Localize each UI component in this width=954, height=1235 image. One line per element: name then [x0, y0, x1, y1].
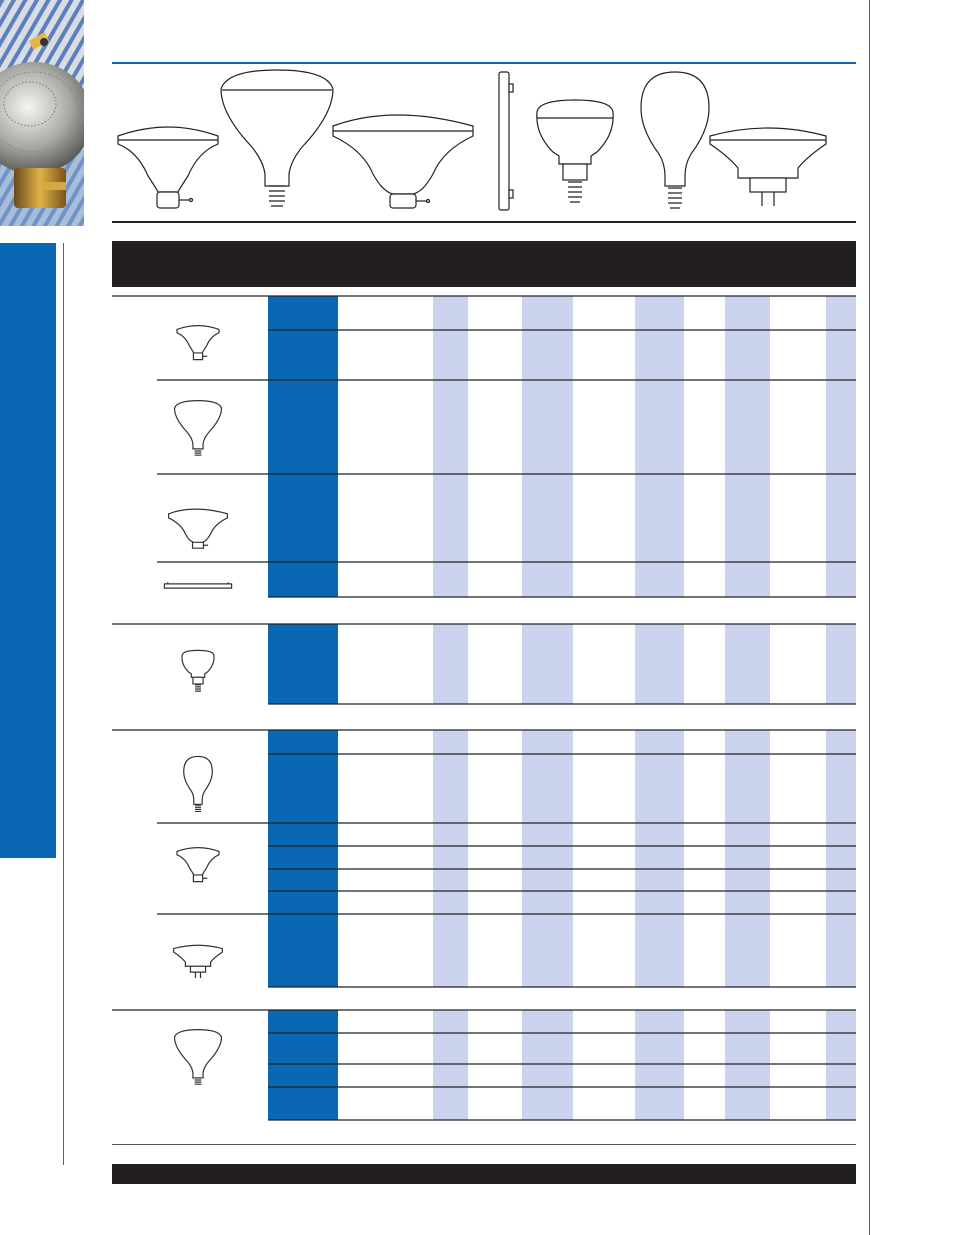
stripe-col-4: [826, 296, 856, 597]
parwide-bulb-icon: [169, 509, 228, 548]
stripe-col-3: [725, 624, 770, 704]
stripe-col-1: [522, 624, 573, 704]
stripe-col-3: [725, 1010, 770, 1120]
stripe-col-1: [522, 730, 573, 987]
r-bulb-icon: [174, 1030, 221, 1085]
linear-bulb-icon: [164, 582, 231, 588]
stripe-col-4: [826, 624, 856, 704]
stripe-col-0: [433, 730, 468, 987]
stripe-col-4: [826, 730, 856, 987]
code-column-3: [268, 730, 338, 987]
stripe-col-1: [522, 296, 573, 597]
stripe-col-2: [635, 624, 684, 704]
stripe-col-3: [725, 296, 770, 597]
br-bulb-icon: [182, 650, 214, 691]
stripe-col-2: [635, 296, 684, 597]
stripe-col-4: [826, 1010, 856, 1120]
a-bulb-icon: [184, 756, 213, 811]
footer-bar: [112, 1164, 856, 1184]
stripe-col-2: [635, 1010, 684, 1120]
mr-bulb-icon: [174, 945, 223, 978]
par-bulb-icon: [177, 326, 219, 360]
code-column-1: [268, 296, 338, 597]
stripe-col-0: [433, 296, 468, 597]
footer-rule: [112, 1144, 856, 1145]
stripe-col-0: [433, 624, 468, 704]
code-column-2: [268, 624, 338, 704]
stripe-col-1: [522, 1010, 573, 1120]
code-column-4: [268, 1010, 338, 1120]
r-bulb-icon: [174, 401, 221, 456]
stripe-col-3: [725, 730, 770, 987]
stripe-col-0: [433, 1010, 468, 1120]
stripe-col-2: [635, 730, 684, 987]
par-bulb-icon: [177, 848, 219, 882]
